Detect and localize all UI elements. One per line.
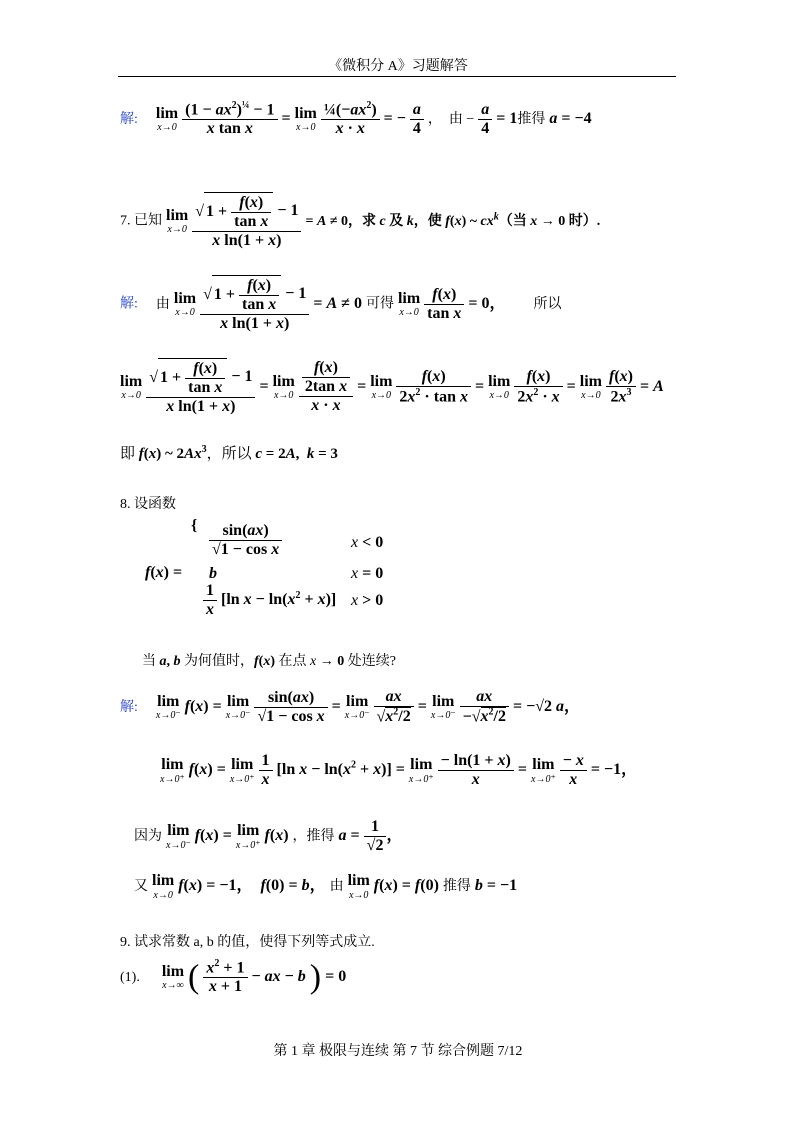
- solution-8-line-4: 又 lim x→0 f(x) = −1， f(0) = b， 由 lim x→0 f(x) = f(0) 推得 b = −1: [134, 872, 518, 901]
- solution-7-conclusion: 即 f(x) ~ 2Ax$^3$，所以 c = 2A, k = 3: [120, 444, 338, 462]
- solution-label-3: 解:: [120, 699, 138, 715]
- problem-9-item-label: (1).: [120, 969, 140, 985]
- piecewise-function: f(x) = { $\frac{\sin(ax)}{\text{√1 − cos x}}$ x < 0 b x = 0 $\frac{1}{x}$ [ln $x - \ln(x^2 + x)$] x > 0: [145, 517, 384, 618]
- solution-8-line-1: 解: lim x→0⁻ f(x) = lim x→0⁻ $\frac{\sin(ax)}{\text{√1 − cos x}}$ = lim x→0⁻ $\frac{ax}{√x^2/2}$ = lim x→0⁻ $\frac{ax}{-√x^2/2}$ = −√2 a，: [120, 688, 580, 726]
- solution-8-line-2: lim x→0⁺ f(x) = lim x→0⁺ $\frac{1}{x}$ [ln $x - \ln(x^2 + x)$] = lim x→0⁺ $\frac{- \ln(1 + x)}{x}$ = lim x→0⁺ $\frac{- x}{x}$ = −1，: [160, 752, 638, 788]
- problem-9-label: 9. 试求常数 a, b 的值，使得下列等式成立.: [120, 935, 375, 950]
- solution-8-line-3: 因为 lim x→0⁻ f(x) = lim x→0⁺ f(x) ，推得 a = $\frac{1}{√2}$ ，: [134, 818, 403, 854]
- problem-8-question: 当 a, b 为何值时，f(x) 在点 x → 0 处连续?: [142, 654, 396, 669]
- solution-7-chain: lim x→0 √ 1 + $\frac{f(x)}{\text{tan x}}$ − 1 x ln(1 + x) = lim x→0 $\frac{\frac{f(x)}{\text{2tan x}}}{x \cdot x}$ = lim x→0 $\frac{f(x)}{2x^2 \cdot \tan x}$ = lim x→0 $\frac{f(x)}{2x^2 \cdot x}$ = lim x→0 $\frac{f(x)}{2x^3}$ = A: [120, 359, 664, 415]
- equation-1: lim x→0 $\frac{(1 - ax^2)^{\frac{1}{4}} - 1}{\text{x tan x}}$ = lim x→0 $\frac{\frac{1}{4}(-ax^2)}{x \cdot x}$ = − $\frac{a}{4}$ ， 由 − $\frac{a}{4}$ = 1推得 a = −4: [155, 100, 592, 138]
- problem-7-label: 7. 已知: [120, 213, 162, 229]
- solution-7: 解: 由 lim x→0 √ 1 + $\frac{f(x)}{\text{tan x}}$ − 1 x ln(1 + x) = A ≠ 0 可得 lim x→0 $\frac{f(x)}{\text{tan x}}$ = 0， 所以: [120, 277, 562, 332]
- header-rule: [118, 76, 676, 77]
- solution-label: 解:: [120, 111, 138, 127]
- problem-7: [120, 192, 600, 250]
- problem-7-equation: lim x→0 √ 1 + $\frac{f(x)}{\text{tan x}}$ − 1 x ln(1 + x) = A ≠ 0，求 c 及 k，使 f(x) ~ $cx^k$（当 x → 0 时）.: [166, 194, 601, 249]
- solution-block-1: [120, 100, 592, 138]
- problem-9-item-1: (1). lim x→∞ ( $\frac{x^2 + 1}{x + 1}$ − ax − b ) = 0: [120, 958, 347, 996]
- solution-label-2: 解:: [120, 296, 138, 312]
- page-footer: 第 1 章 极限与连续 第 7 节 综合例题 7/12: [273, 1044, 523, 1059]
- page-header: 《微积分 A》习题解答: [328, 59, 468, 74]
- problem-8-label: 8. 设函数: [120, 497, 176, 512]
